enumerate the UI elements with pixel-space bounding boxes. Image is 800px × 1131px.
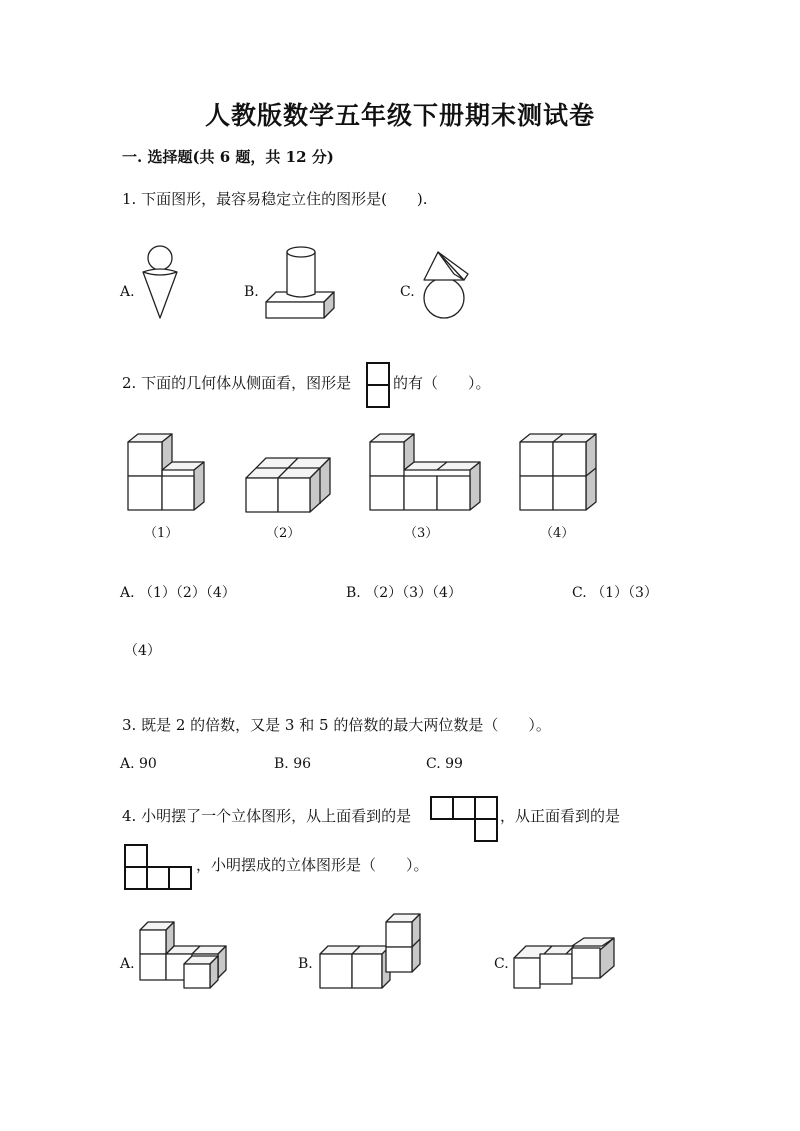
q1-figure-pyramid-on-ball [420, 244, 472, 320]
q2-solid-2 [246, 458, 332, 514]
q2-solid-3 [370, 434, 484, 514]
q2-option-c-continued: （4） [124, 643, 161, 659]
page-title: 人教版数学五年级下册期末测试卷 [204, 101, 595, 130]
q4-option-a-label[interactable]: A. [120, 956, 135, 972]
q1-option-c-label[interactable]: C. [400, 284, 415, 300]
q1-option-a-label[interactable]: A. [120, 284, 135, 300]
q4-solid-b [320, 912, 424, 992]
question-4-text-start: 4. 小明摆了一个立体图形，从上面看到的是 [122, 807, 412, 825]
question-2-text-start: 2. 下面的几何体从侧面看，图形是 [122, 374, 352, 392]
q3-option-a[interactable]: A. 90 [120, 756, 157, 772]
q2-caption-2: （2） [266, 526, 301, 541]
q1-figure-cylinder-on-block [264, 244, 336, 320]
q2-option-b[interactable]: B. （2）（3）（4） [346, 585, 462, 601]
q2-caption-3: （3） [404, 526, 439, 541]
q1-figure-cone-with-ball [140, 244, 184, 320]
question-1-text: 1. 下面图形，最容易稳定立住的图形是( ). [122, 190, 428, 208]
question-2-text-end: 的有（ ）。 [393, 374, 491, 392]
q4-option-b-label[interactable]: B. [298, 956, 313, 972]
q2-solid-1 [128, 434, 208, 514]
section-heading: 一. 选择题(共 6 题，共 12 分) [122, 148, 334, 166]
q2-solid-4 [520, 434, 600, 514]
q3-option-b[interactable]: B. 96 [274, 756, 312, 772]
q2-side-view-icon [366, 362, 390, 408]
q2-option-a[interactable]: A. （1）（2）（4） [120, 585, 236, 601]
q4-solid-c [514, 936, 618, 992]
q4-front-view-icon [124, 844, 192, 890]
q4-option-c-label[interactable]: C. [494, 956, 509, 972]
q1-option-b-label[interactable]: B. [244, 284, 259, 300]
question-3-text: 3. 既是 2 的倍数，又是 3 和 5 的倍数的最大两位数是（ ）。 [122, 716, 551, 734]
q4-top-view-icon [430, 796, 498, 842]
q2-caption-1: （1） [144, 526, 179, 541]
q2-option-c[interactable]: C. （1）（3） [572, 585, 658, 601]
question-4-text-end: ，小明摆成的立体图形是（ ）。 [196, 856, 429, 874]
question-4-text-middle: ，从正面看到的是 [500, 807, 621, 825]
q2-caption-4: （4） [540, 526, 575, 541]
q3-option-c[interactable]: C. 99 [426, 756, 463, 772]
q4-solid-a [140, 920, 230, 994]
